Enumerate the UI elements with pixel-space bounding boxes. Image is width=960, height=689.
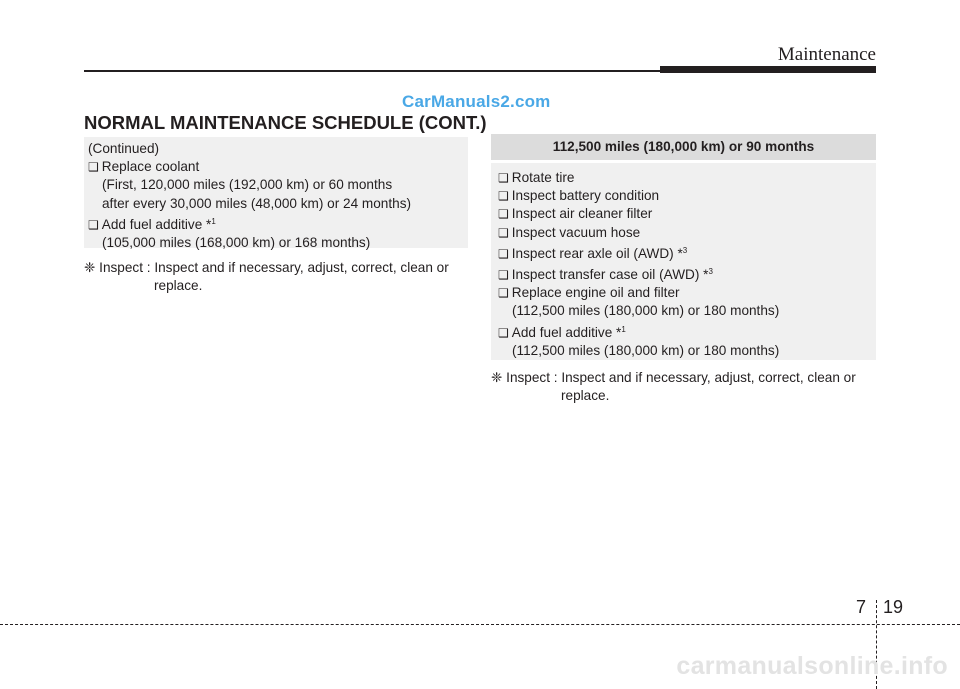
item-detail: (105,000 miles (168,000 km) or 168 months): [102, 235, 371, 251]
item-text: Inspect rear axle oil (AWD) *: [511, 245, 683, 261]
item-detail: (First, 120,000 miles (192,000 km) or 60 months: [102, 177, 393, 193]
checkbox-icon: ❑: [498, 171, 509, 185]
list-item: [498, 321, 876, 342]
item-text: Replace coolant: [101, 159, 200, 175]
continued-label: (Continued): [88, 141, 160, 156]
checkbox-icon: ❑: [498, 286, 509, 301]
item-detail: (112,500 miles (180,000 km) or 180 months): [512, 342, 780, 358]
item-text: Add fuel additive *: [511, 324, 622, 340]
note-symbol: ❈: [84, 260, 96, 275]
item-text: Inspect battery condition: [511, 188, 660, 204]
checkbox-icon: ❑: [498, 246, 509, 261]
list-item: [498, 284, 876, 302]
list-item: [498, 205, 876, 223]
footer-rule: [0, 624, 960, 625]
footnote-marker: 3: [682, 245, 688, 255]
note-text-cont: replace.: [154, 278, 203, 294]
inspect-note: [491, 369, 876, 406]
watermark-site: carmanualsonline.info: [676, 652, 948, 680]
item-detail: (112,500 miles (180,000 km) or 180 months): [512, 303, 780, 319]
footnote-marker: 1: [621, 324, 626, 334]
page-number: 19: [883, 597, 904, 617]
chapter-number: 7: [856, 597, 867, 617]
checkbox-icon: ❑: [498, 325, 509, 340]
checkbox-icon: ❑: [498, 268, 509, 283]
list-item: [498, 169, 876, 187]
list-item: [88, 158, 468, 176]
continued-schedule-box: [84, 137, 468, 251]
header-rule: [84, 70, 660, 72]
note-symbol: ❈: [491, 370, 503, 385]
checkbox-icon: ❑: [88, 217, 99, 232]
list-item: [498, 263, 876, 284]
checkbox-icon: ❑: [498, 189, 509, 204]
interval-schedule-box: [491, 163, 876, 360]
footnote-marker: 1: [211, 216, 216, 226]
footnote-marker: 3: [708, 267, 713, 277]
list-item: [498, 187, 876, 205]
item-text: Inspect vacuum hose: [511, 224, 641, 240]
item-text: Rotate tire: [511, 170, 575, 185]
note-text: Inspect : Inspect and if necessary, adjust, correct, clean or: [99, 260, 449, 275]
item-detail: after every 30,000 miles (48,000 km) or 24 months): [102, 195, 412, 211]
checkbox-icon: ❑: [498, 225, 509, 240]
watermark-logo: CarManuals2.com: [402, 92, 551, 111]
page-title: NORMAL MAINTENANCE SCHEDULE (CONT.): [84, 112, 487, 133]
interval-heading: 112,500 miles (180,000 km) or 90 months: [491, 134, 876, 160]
list-item: [498, 224, 876, 242]
note-text-cont: replace.: [561, 388, 610, 404]
item-text: Inspect transfer case oil (AWD) *: [511, 267, 709, 283]
header-rule-accent: [660, 66, 876, 73]
inspect-note: [84, 259, 468, 296]
list-item: [498, 242, 876, 263]
list-item: [88, 213, 468, 234]
checkbox-icon: ❑: [88, 160, 99, 175]
item-text: Add fuel additive *: [101, 216, 212, 232]
item-text: Inspect air cleaner filter: [511, 206, 653, 222]
item-text: Replace engine oil and filter: [511, 285, 680, 301]
note-text: Inspect : Inspect and if necessary, adjust, correct, clean or: [506, 370, 856, 385]
section-title: Maintenance: [777, 44, 876, 65]
checkbox-icon: ❑: [498, 207, 509, 222]
